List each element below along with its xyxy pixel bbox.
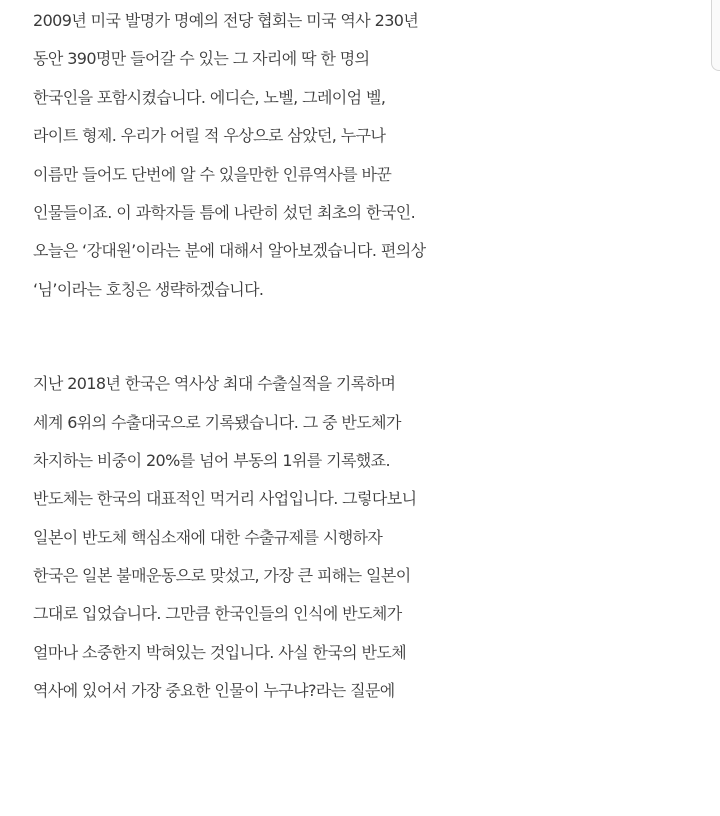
text-line: 한국은 일본 불매운동으로 맞섰고, 가장 큰 피해는 일본이 (33, 566, 411, 586)
text-line: 이름만 들어도 단번에 알 수 있을만한 인류역사를 바꾼 (33, 164, 392, 184)
text-line: 지난 2018년 한국은 역사상 최대 수출실적을 기록하며 (33, 374, 396, 394)
article-body (33, 0, 693, 711)
scrollbar-thumb[interactable] (711, 0, 720, 71)
text-line: 얼마나 소중한지 박혀있는 것입니다. 사실 한국의 반도체 (33, 642, 407, 662)
paragraph-semiconductor (33, 365, 693, 711)
paragraph-spacer (33, 309, 693, 365)
text-line: 그대로 입었습니다. 그만큼 한국인들의 인식에 반도체가 (33, 604, 402, 624)
text-line: 2009년 미국 발명가 명예의 전당 협회는 미국 역사 230년 (33, 11, 419, 30)
text-line: 반도체는 한국의 대표적인 먹거리 사업입니다. 그렇다보니 (33, 489, 417, 509)
text-line: 라이트 형제. 우리가 어릴 적 우상으로 삼았던, 누구나 (33, 126, 386, 146)
text-line: ‘님’이라는 호칭은 생략하겠습니다. (33, 279, 264, 299)
text-line: 동안 390명만 들어갈 수 있는 그 자리에 딱 한 명의 (33, 49, 370, 69)
text-line: 인물들이죠. 이 과학자들 틈에 나란히 섰던 최초의 한국인. (33, 202, 416, 222)
text-line: 오늘은 ‘강대원’이라는 분에 대해서 알아보겠습니다. 편의상 (33, 241, 426, 261)
text-line: 차지하는 비중이 20%를 넘어 부동의 1위를 기록했죠. (33, 450, 391, 470)
text-line: 한국인을 포함시켰습니다. 에디슨, 노벨, 그레이엄 벨, (33, 87, 386, 107)
paragraph-intro (33, 0, 693, 309)
text-line: 역사에 있어서 가장 중요한 인물이 누구냐?라는 질문에 (33, 681, 395, 701)
text-line: 일본이 반도체 핵심소재에 대한 수출규제를 시행하자 (33, 527, 383, 547)
text-line: 세계 6위의 수출대국으로 기록됐습니다. 그 중 반도체가 (33, 412, 401, 432)
